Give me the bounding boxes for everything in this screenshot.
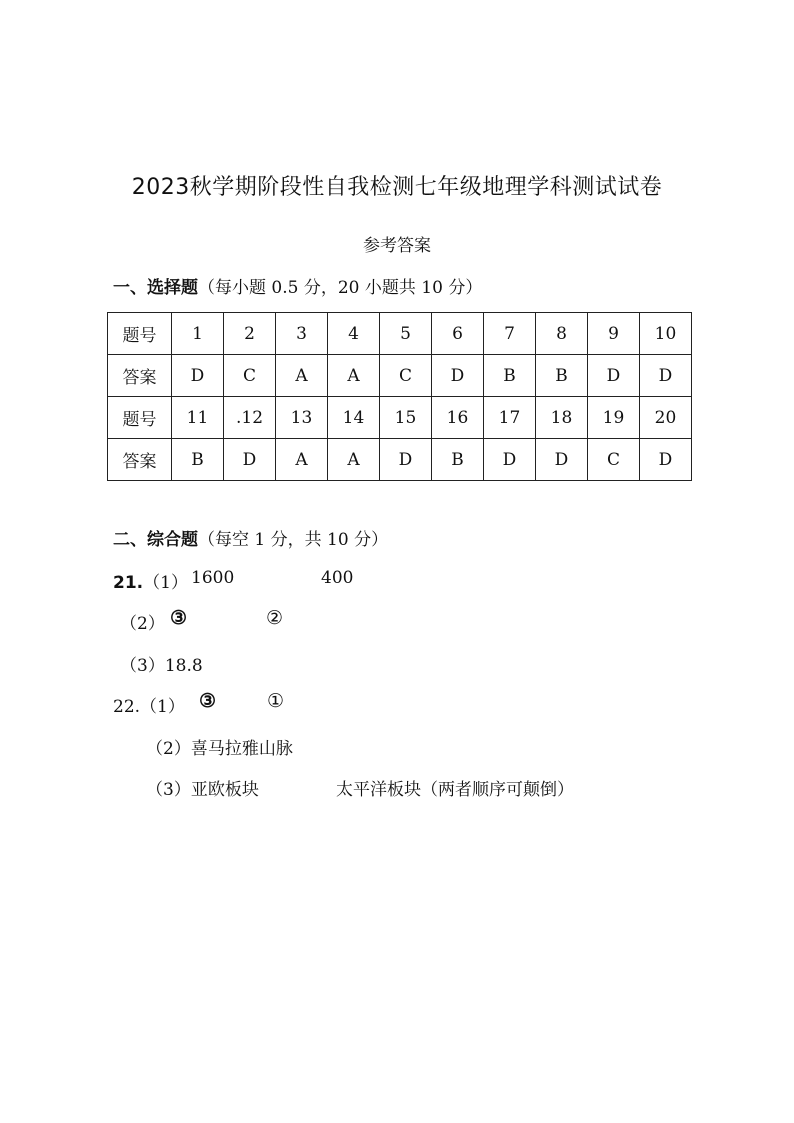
q22-part3 [146,775,574,800]
q21-part1 [113,568,354,593]
section-comprehensive-note: （每空 1 分，共 10 分） [198,530,389,550]
part-label: （3） [120,656,165,676]
row-label: 题号 [108,313,172,355]
table-cell: D [172,355,224,397]
table-cell: A [328,439,380,481]
table-cell: D [536,439,588,481]
row-label: 题号 [108,397,172,439]
table-cell: 2 [224,313,276,355]
table-cell: 8 [536,313,588,355]
table-cell: C [380,355,432,397]
document-title: 2023秋学期阶段性自我检测七年级地理学科测试试卷 [131,175,663,200]
table-cell: 11 [172,397,224,439]
table-cell: B [432,439,484,481]
table-cell: 17 [484,397,536,439]
table-cell: A [276,439,328,481]
table-cell: D [380,439,432,481]
table-cell: B [172,439,224,481]
answer-value: ③ [199,690,217,712]
question-number: 22. [113,697,141,717]
document-subtitle: 参考答案 [363,236,431,256]
table-cell: 3 [276,313,328,355]
table-cell: B [536,355,588,397]
q21-part3 [120,651,203,676]
table-cell: D [224,439,276,481]
table-cell: 20 [640,397,692,439]
table-cell: A [276,355,328,397]
table-cell: D [588,355,640,397]
answer-value: 亚欧板块 [190,780,259,800]
table-cell: 16 [432,397,484,439]
table-row-answers-2 [108,439,692,481]
section-choice-heading [113,273,482,298]
table-cell: D [640,355,692,397]
section-comprehensive-heading [113,525,388,550]
table-cell: 5 [380,313,432,355]
q22-part1 [113,690,285,717]
table-cell: B [484,355,536,397]
table-row-numbers-1 [108,313,692,355]
answer-value: 400 [321,568,354,588]
part-label: （2） [120,614,165,634]
table-cell: C [588,439,640,481]
table-cell: C [224,355,276,397]
section-comprehensive-title: 二、综合题 [113,530,198,550]
answer-value: ① [267,690,285,712]
table-cell: 13 [276,397,328,439]
answer-value: 喜马拉雅山脉 [190,739,293,759]
table-cell: D [640,439,692,481]
table-cell: 18 [536,397,588,439]
table-cell: 6 [432,313,484,355]
part-label: （1） [143,573,188,593]
table-cell: D [484,439,536,481]
table-cell: 19 [588,397,640,439]
row-label: 答案 [108,439,172,481]
section-choice-note: （每小题 0.5 分，20 小题共 10 分） [198,278,483,298]
table-cell: 10 [640,313,692,355]
answer-value: 太平洋板块（两者顺序可颠倒） [336,780,574,800]
q22-part2 [146,734,293,759]
table-cell: 4 [328,313,380,355]
section-choice-title: 一、选择题 [113,278,198,298]
table-cell: 9 [588,313,640,355]
part-label: （1） [140,697,185,717]
q21-part2 [120,607,284,634]
table-cell: A [328,355,380,397]
table-row-answers-1 [108,355,692,397]
part-label: （3） [146,780,191,800]
table-cell: 1 [172,313,224,355]
row-label: 答案 [108,355,172,397]
table-row-numbers-2 [108,397,692,439]
answer-value: 1600 [191,568,235,588]
question-number: 21. [113,573,144,593]
answer-table [107,312,692,481]
table-cell: 15 [380,397,432,439]
table-cell: 14 [328,397,380,439]
table-cell: .12 [224,397,276,439]
part-label: （2） [146,739,191,759]
table-cell: D [432,355,484,397]
table-cell: 7 [484,313,536,355]
answer-value: ③ [170,607,188,629]
answer-value: ② [266,607,284,629]
answer-value: 18.8 [164,656,203,676]
